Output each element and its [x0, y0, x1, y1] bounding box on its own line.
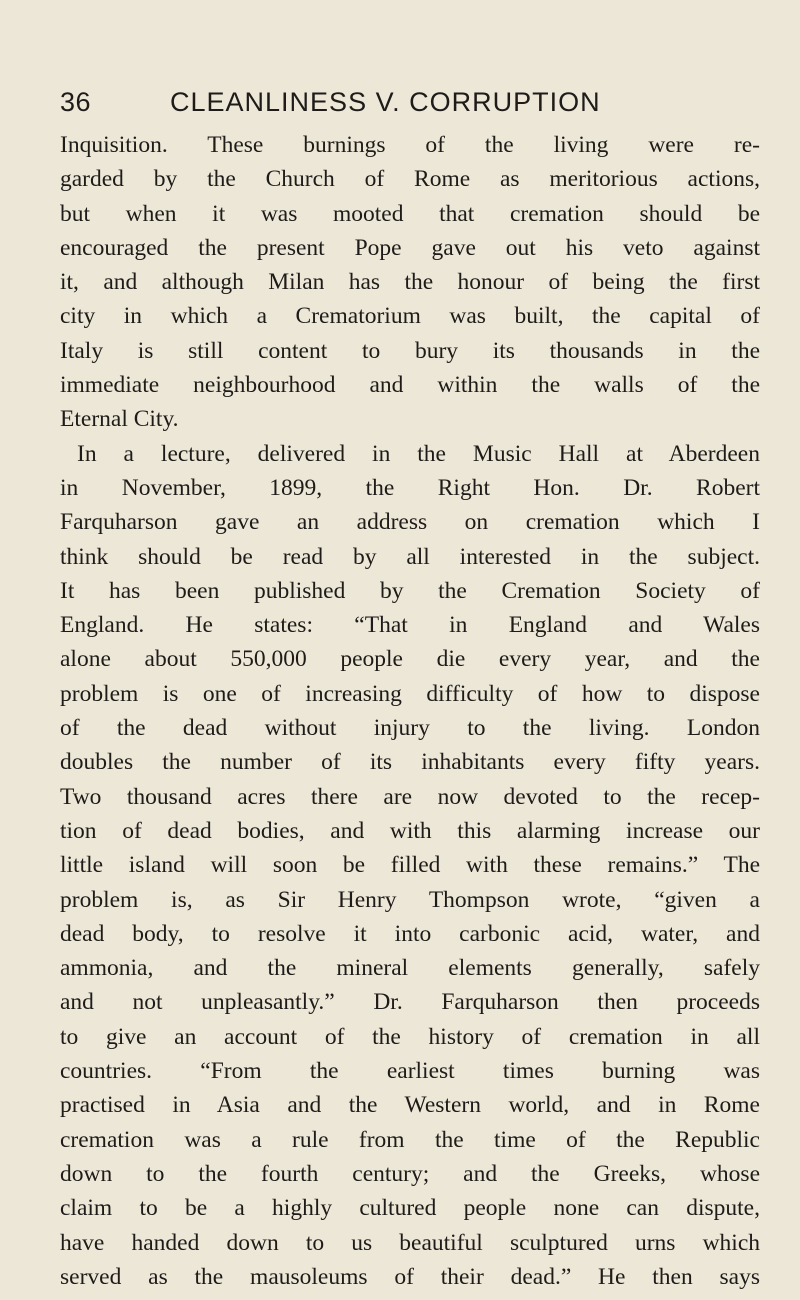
text-line: alone about 550,000 people die every year, and the	[60, 646, 760, 673]
text-line: doubles the number of its inhabitants every fifty years.	[60, 749, 760, 776]
text-line: encouraged the present Pope gave out his veto against	[60, 234, 760, 261]
text-line: of the dead without injury to the living. London	[60, 715, 760, 742]
text-line: Italy is still content to bury its thousands in the	[60, 337, 760, 364]
text-line: Two thousand acres there are now devoted to the recep-	[60, 783, 760, 810]
page-number: 36	[60, 87, 92, 117]
text-line: dead body, to resolve it into carbonic acid, water, and	[60, 920, 760, 947]
text-line: It has been published by the Cremation Society of	[60, 577, 760, 604]
text-line: think should be read by all interested in the subject.	[60, 543, 760, 570]
text-line: problem is, as Sir Henry Thompson wrote, “given a	[60, 886, 760, 913]
text-line: to give an account of the history of cremation in all	[60, 1023, 760, 1050]
text-line: down to the fourth century; and the Greeks, whose	[60, 1160, 760, 1187]
paragraph	[60, 437, 760, 1294]
text-line: garded by the Church of Rome as meritorious actions,	[60, 166, 760, 193]
page-header	[60, 82, 760, 122]
text-line: In a lecture, delivered in the Music Hall at Aberdeen	[77, 440, 760, 467]
text-line: in November, 1899, the Right Hon. Dr. Robert	[60, 474, 760, 501]
text-line: ammonia, and the mineral elements generally, safely	[60, 955, 760, 982]
text-line: England. He states: “That in England and Wales	[60, 612, 760, 639]
body-text	[60, 128, 760, 1294]
text-line: cremation was a rule from the time of the Republic	[60, 1126, 760, 1153]
text-line: countries. “From the earliest times burning was	[60, 1058, 760, 1085]
text-line: Inquisition. These burnings of the living were re-	[60, 132, 760, 158]
text-line: city in which a Crematorium was built, the capital of	[60, 303, 760, 330]
text-line: tion of dead bodies, and with this alarming increase our	[60, 817, 760, 844]
text-line: it, and although Milan has the honour of being the first	[60, 269, 760, 296]
text-line: practised in Asia and the Western world, and in Rome	[60, 1092, 760, 1119]
text-line: problem is one of increasing difficulty of how to dispose	[60, 680, 760, 707]
running-head: CLEANLINESS V. CORRUPTION	[170, 87, 601, 117]
text-line: have handed down to us beautiful sculptured urns which	[60, 1229, 760, 1256]
text-line: little island will soon be filled with these remains.” The	[60, 852, 760, 879]
text-line: Eternal City.	[60, 406, 179, 433]
text-line: claim to be a highly cultured people none can dispute,	[60, 1195, 760, 1222]
text-line: served as the mausoleums of their dead.” He then says	[60, 1263, 760, 1290]
text-line: Farquharson gave an address on cremation which I	[60, 509, 760, 536]
text-line: and not unpleasantly.” Dr. Farquharson then proceeds	[60, 989, 760, 1016]
text-line: immediate neighbourhood and within the walls of the	[60, 372, 760, 399]
paragraph	[60, 128, 760, 437]
text-line: but when it was mooted that cremation should be	[60, 200, 760, 227]
